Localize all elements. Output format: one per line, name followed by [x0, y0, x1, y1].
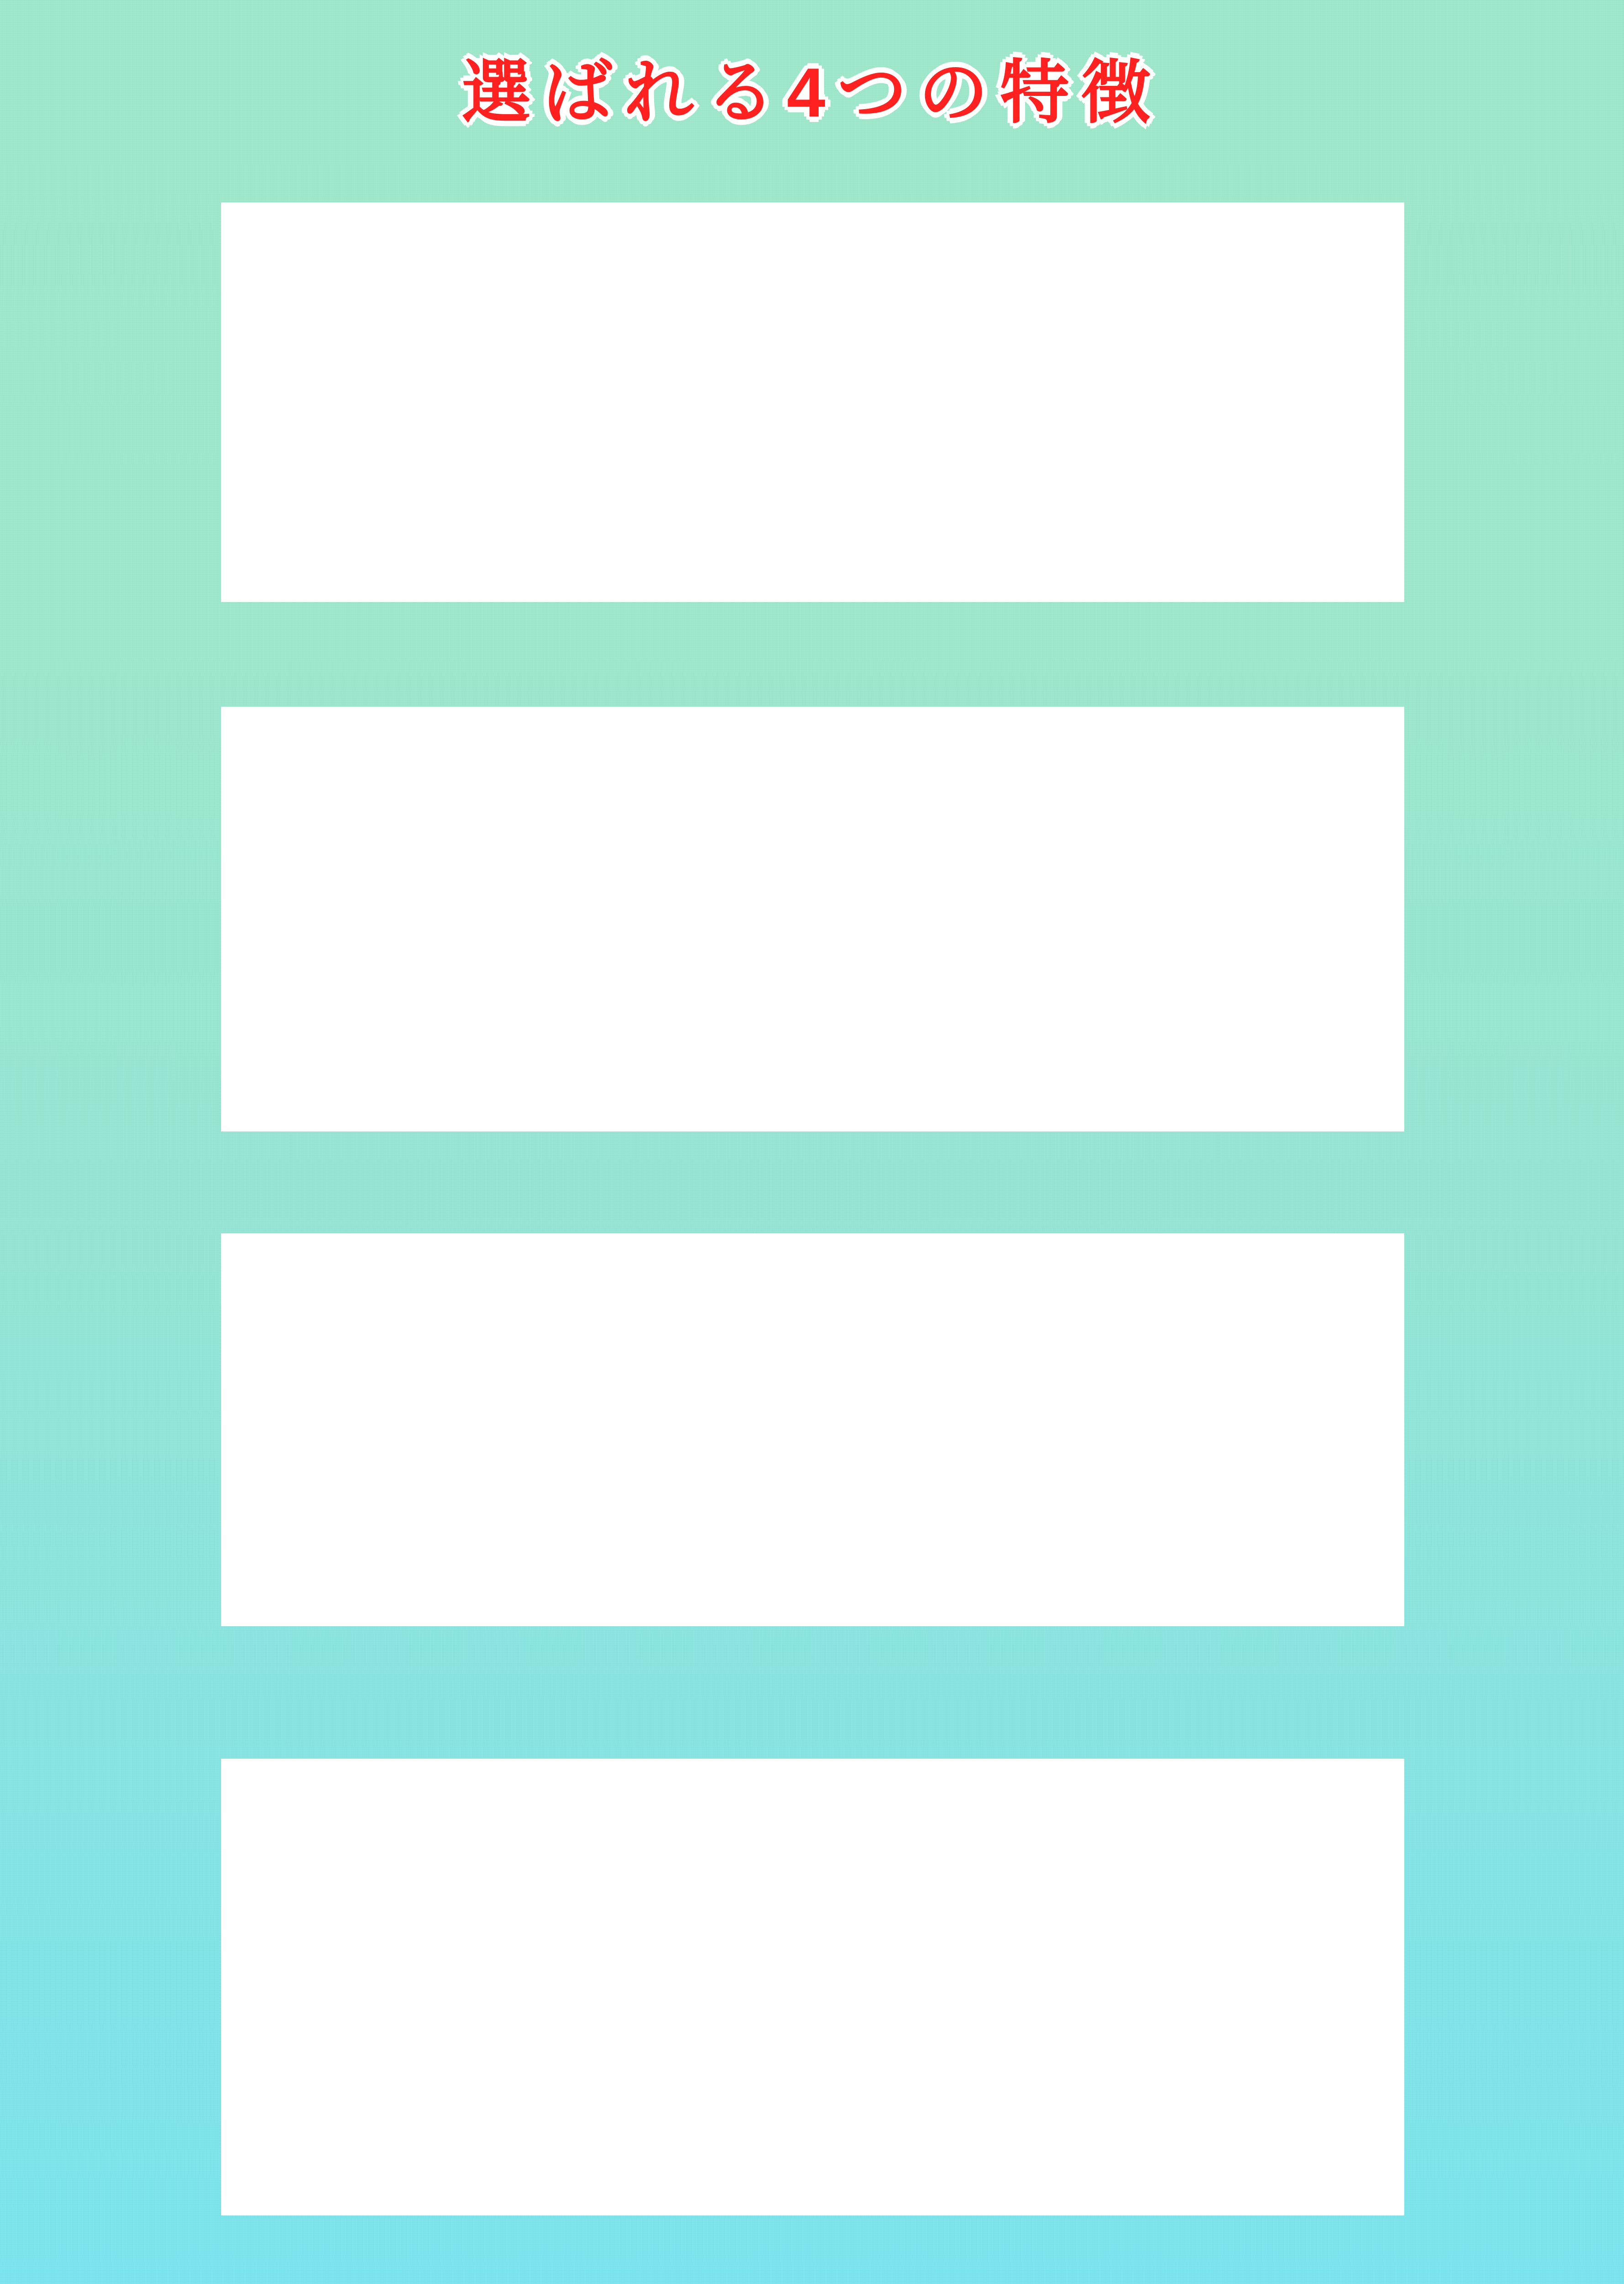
page-title: 選ばれる4つの特徴 — [461, 54, 1163, 132]
section-4-card — [221, 1759, 1404, 2215]
section-1-card — [221, 202, 1404, 602]
section-3-card — [221, 1233, 1404, 1626]
section-2-card — [221, 707, 1404, 1131]
